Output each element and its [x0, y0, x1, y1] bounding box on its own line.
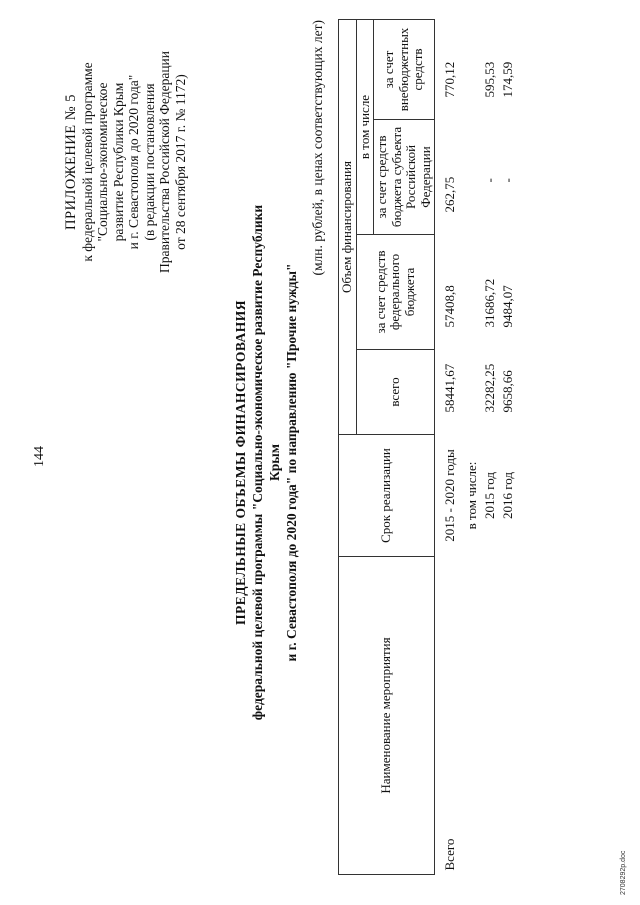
heading-title: ПРЕДЕЛЬНЫЕ ОБЪЕМЫ ФИНАНСИРОВАНИЯ	[233, 299, 248, 626]
cell-subject	[464, 120, 482, 235]
table-row	[464, 19, 482, 874]
cell-subject: -	[500, 178, 515, 183]
header-extra: за счет внебюджетных средств	[374, 19, 435, 119]
cell-period: 2016 год	[500, 472, 515, 519]
heading-line: и г. Севастополя до 2020 года" по направлению "Прочие нужды"	[284, 263, 299, 662]
cell-total: 9658,66	[500, 370, 515, 413]
doc-stamp: 2708292р.doc	[620, 850, 627, 895]
appendix-line: к федеральной целевой программе	[79, 62, 95, 262]
cell-total: 58441,67	[442, 363, 457, 413]
cell-total: 32282,25	[482, 363, 497, 413]
appendix-line: (в редакции постановления	[141, 83, 157, 241]
header-name: Наименование мероприятия	[339, 557, 435, 875]
units-note: (млн. рублей, в ценах соответствующих лет)	[310, 20, 325, 276]
appendix-line: Правительства Российской Федерации	[157, 51, 172, 273]
heading-line: федеральной целевой программы "Социально-экономическое развитие Республики Крым	[250, 204, 282, 721]
cell-extra	[464, 19, 482, 119]
cell-name: Всего	[442, 838, 457, 871]
cell-extra: 174,59	[500, 61, 515, 98]
appendix-block	[64, 27, 188, 297]
cell-name	[500, 557, 518, 875]
cell-extra: 770,12	[442, 61, 457, 98]
appendix-line: и г. Севастополя до 2020 года"	[126, 74, 141, 250]
appendix-line: "Социально-экономическое	[95, 82, 110, 242]
appendix-line: развитие Республики Крым	[110, 82, 126, 242]
header-subject: за счет средств бюджета субъекта Российской Федерации	[374, 120, 435, 235]
table-row	[435, 19, 465, 874]
cell-period: 2015 - 2020 годы	[442, 449, 457, 542]
header-period: Срок реализации	[339, 435, 435, 557]
header-including: в том числе	[356, 19, 374, 234]
page-number: 144	[32, 446, 47, 467]
table-row	[500, 19, 518, 874]
cell-federal	[464, 235, 482, 350]
appendix-line: от 28 сентября 2017 г. № 1172)	[172, 74, 188, 250]
header-volume: Объем финансирования	[339, 19, 357, 434]
cell-federal: 31686,72	[482, 278, 497, 328]
appendix-title: ПРИЛОЖЕНИЕ № 5	[63, 94, 79, 230]
table-row	[482, 19, 500, 874]
cell-name	[464, 557, 482, 875]
cell-subject: 262,75	[442, 176, 457, 213]
cell-total	[464, 350, 482, 435]
cell-federal: 57408,8	[442, 285, 457, 328]
financing-table	[338, 19, 518, 875]
cell-extra: 595,53	[482, 61, 497, 98]
header-total: всего	[356, 350, 435, 435]
cell-federal: 9484,07	[500, 285, 515, 328]
cell-name	[482, 557, 500, 875]
cell-period: 2015 год	[482, 472, 497, 519]
document-heading	[232, 195, 300, 730]
cell-subject: -	[482, 178, 497, 183]
header-federal: за счет средств федерального бюджета	[356, 235, 435, 350]
cell-period: в том числе:	[464, 461, 479, 530]
